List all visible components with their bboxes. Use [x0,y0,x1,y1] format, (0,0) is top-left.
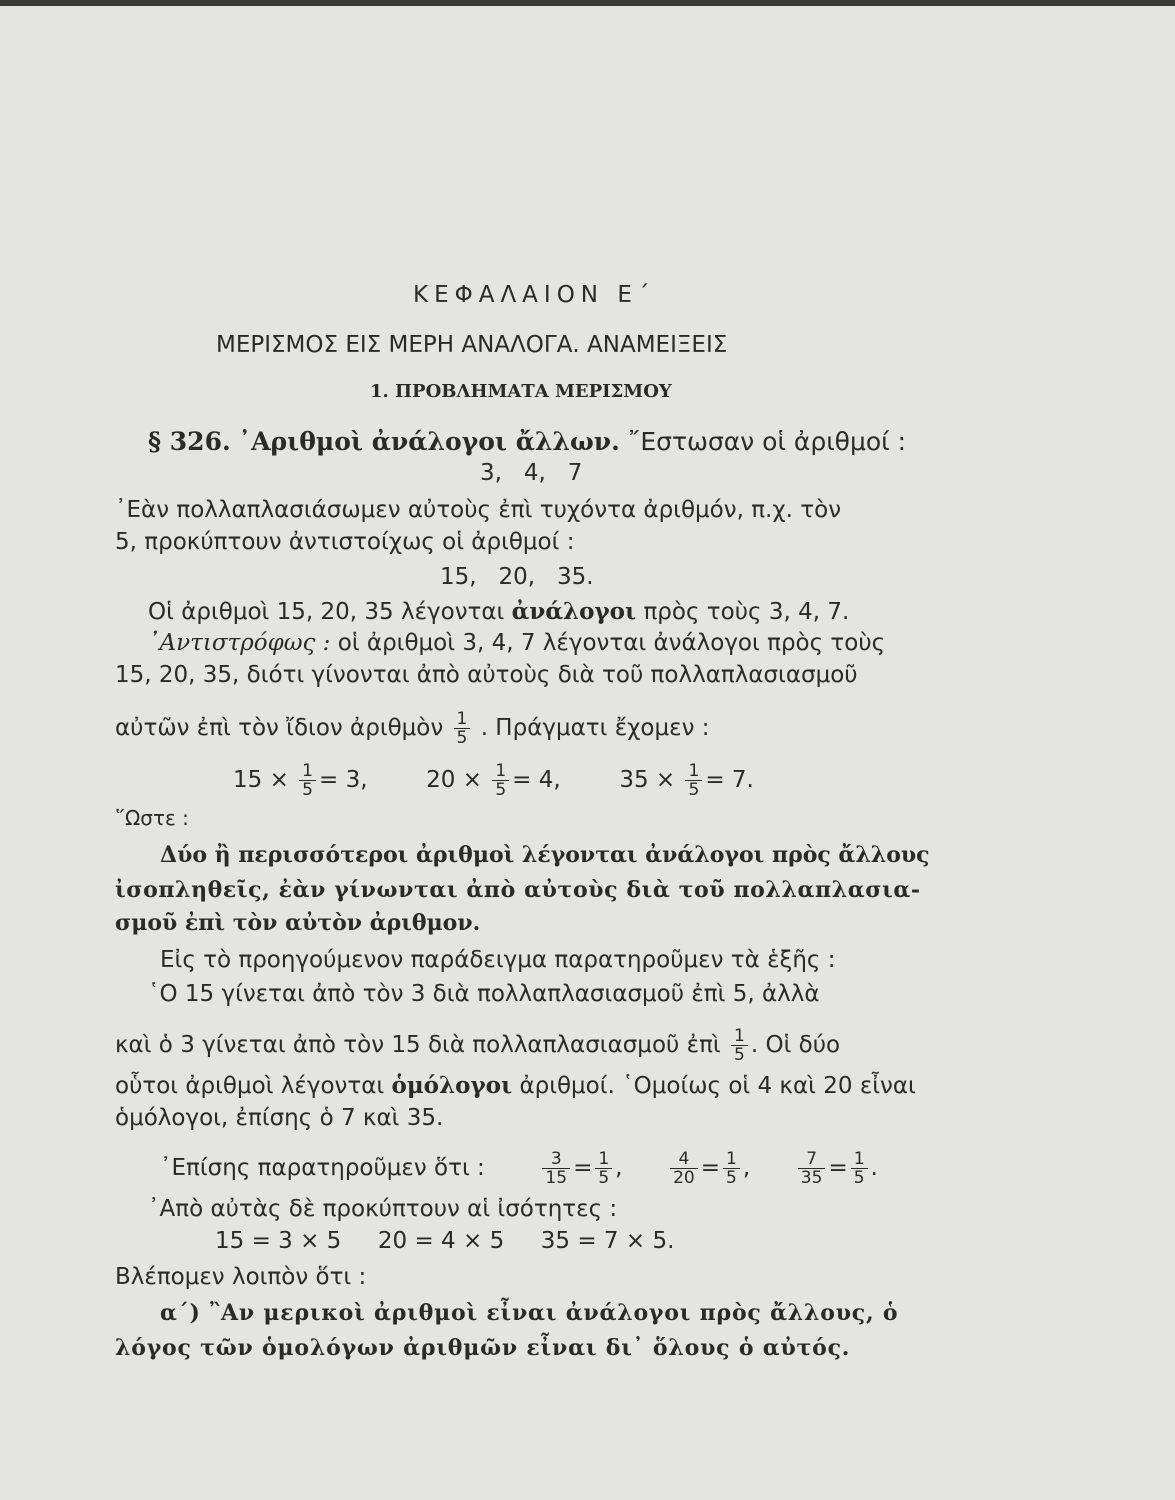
rule-line: α΄) ῍Αν μερικοὶ ἀριθμοὶ εἶναι ἀνάλογοι πρὸς ἄλλους, ὁ [160,1300,899,1326]
hence-label: ῞Ωστε : [115,806,189,830]
text-segment: . Πράγματι ἔχομεν : [480,715,710,741]
fraction: $\frac{1}{5}$ [723,1150,740,1187]
definition-line: ἰσοπληθεῖς, ἐὰν γίνωνται ἀπὸ αὐτοὺς διὰ τοῦ πολλαπλασια- [115,877,921,903]
text-line: ᾿Απὸ αὐτὰς δὲ προκύπτουν αἱ ἰσότητες : [148,1196,618,1222]
analog-term: ἀνάλογοι [511,598,637,625]
definition-line: σμοῦ ἐπὶ τὸν αὐτὸν ἀριθμον. [115,910,481,936]
fraction: $\frac{1}{5}$ [299,762,316,799]
analog-text: Οἱ ἀριθμοὶ 15, 20, 35 λέγονται [148,599,505,625]
text-line [115,710,709,747]
fraction: $\frac{4}{20}$ [670,1150,698,1187]
equation: 35 × $\frac{1}{5}$ = 7. [619,761,754,800]
text-line: ῾Ο 15 γίνεται ἀπὸ τὸν 3 διὰ πολλαπλασιασμοῦ ἐπὶ 5, ἀλλὰ [148,981,820,1007]
text-line: ὁμόλογοι, ἐπίσης ὁ 7 καὶ 35. [115,1105,444,1131]
fraction: $\frac{1}{5}$ [731,1027,748,1064]
text-line [115,1071,916,1101]
converse-text: οἱ ἀριθμοὶ 3, 4, 7 λέγονται ἀνάλογοι πρὸς τοὺς [337,630,886,656]
fraction: $\frac{1}{5}$ [685,762,702,799]
text-segment: καὶ ὁ 3 γίνεται ἀπὸ τὸν 15 διὰ πολλαπλασιασμοῦ ἐπὶ [115,1032,721,1058]
text-line [115,1027,840,1064]
paragraph-number: § 326. [148,427,231,456]
analog-line [148,597,849,627]
ratio-line: ᾿Επίσης παρατηροῦμεν ὅτι : $\frac{3}{15}$ = $\frac{1}{5}$ , $\frac{4}{20}$ = $\frac{1}{5}$ , $\frac{7}{35}$ = $\frac{1}{5}$ . [160,1149,878,1188]
results-line: 15, 20, 35. [440,564,594,590]
rule-line: λόγος τῶν ὁμολόγων ἀριθμῶν εἶναι δι᾿ ὅλους ὁ αὐτός. [115,1335,851,1361]
section-heading: 1. ΠΡΟΒΛΗΜΑΤΑ ΜΕΡΙΣΜΟΥ [370,381,672,402]
text-segment: ᾿Επίσης παρατηροῦμεν ὅτι : [160,1155,485,1181]
fraction [454,710,471,747]
paragraph-heading [148,427,906,457]
fraction: $\frac{3}{15}$ [542,1150,570,1187]
chapter-title: ΚΕΦΑΛΑΙΟΝ Ε΄ [413,282,656,308]
fraction: $\frac{1}{5}$ [595,1150,612,1187]
text-segment: ἀριθμοί. ῾Ομοίως οἱ 4 καὶ 20 εἶναι [519,1073,916,1099]
text-line: Βλέπομεν λοιπὸν ὅτι : [115,1264,367,1290]
equation-row [233,762,754,799]
equation: 20 × $\frac{1}{5}$ = 4, [426,761,561,800]
fraction: $\frac{1}{5}$ [851,1150,868,1187]
text-segment: αὐτῶν ἐπὶ τὸν ἴδιον ἀριθμὸν [115,715,444,741]
text-line: Εἰς τὸ προηγούμενον παράδειγμα παρατηροῦμεν τὰ ἑξῆς : [160,947,836,973]
equation: 15 × $\frac{1}{5}$ = 3, [233,761,368,800]
converse-term: ᾿Αντιστρόφως : [148,630,331,656]
homologous-term: ὁμόλογοι [391,1072,513,1099]
text-line: 15, 20, 35, διότι γίνονται ἀπὸ αὐτοὺς διὰ τοῦ πολλαπλασιασμοῦ [115,662,858,688]
text-segment: οὗτοι ἀριθμοὶ λέγονται [115,1073,385,1099]
fraction-denominator: 5 [456,728,468,748]
fraction: $\frac{7}{35}$ [798,1150,826,1187]
text-line: 5, προκύπτουν ἀντιστοίχως οἱ ἀριθμοί : [115,529,575,555]
page-top-edge [0,0,1175,6]
text-line: ᾿Εὰν πολλαπλασιάσωμεν αὐτοὺς ἐπὶ τυχόντα ἀριθμόν, π.χ. τὸν [115,497,842,523]
numbers-line: 3, 4, 7 [480,460,583,486]
chapter-subtitle: ΜΕΡΙΣΜΟΣ ΕΙΣ ΜΕΡΗ ΑΝΑΛΟΓΑ. ΑΝΑΜΕΙΞΕΙΣ [216,332,728,358]
fraction-numerator: 1 [454,710,471,729]
paragraph-title: ᾿Αριθμοὶ ἀνάλογοι ἄλλων. [238,427,620,456]
analog-text: πρὸς τοὺς 3, 4, 7. [643,599,850,625]
identities-line: 15 = 3 × 5 20 = 4 × 5 35 = 7 × 5. [215,1228,675,1254]
converse-line [148,628,885,658]
definition-line: Δύο ἢ περισσότεροι ἀριθμοὶ λέγονται ἀνάλογοι πρὸς ἄλλους [160,842,930,868]
text-segment: . Οἱ δύο [750,1032,841,1058]
paragraph-intro: ῎Εστωσαν οἱ ἀριθμοί : [627,427,907,456]
fraction: $\frac{1}{5}$ [492,762,509,799]
